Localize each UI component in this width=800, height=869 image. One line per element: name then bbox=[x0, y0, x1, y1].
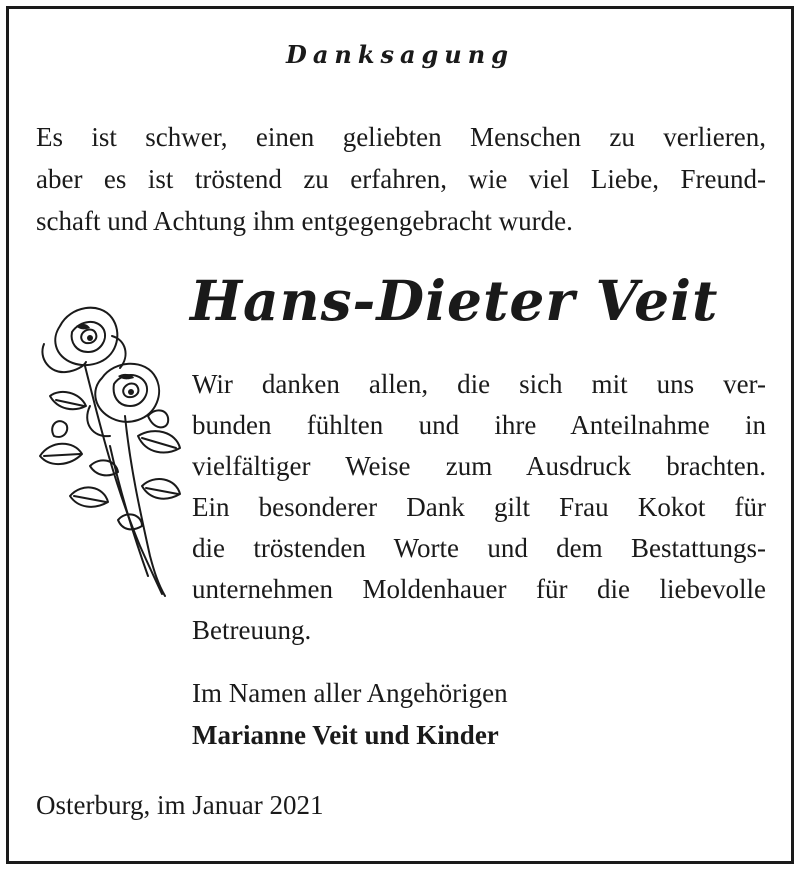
thanks-line: Betreuung. bbox=[192, 615, 312, 645]
on-behalf-text: Im Namen aller Angehörigen bbox=[192, 678, 508, 708]
thanks-line: Ein besonderer Dank gilt Frau Kokot für bbox=[192, 492, 766, 522]
thanks-line: bunden fühlten und ihre Anteilnahme in bbox=[192, 410, 766, 440]
intro-line: Es ist schwer, einen geliebten Menschen zu verlieren, bbox=[36, 122, 766, 152]
thanks-line: die tröstenden Worte und dem Bestattungs- bbox=[192, 533, 766, 563]
family-names: Marianne Veit und Kinder bbox=[192, 720, 499, 750]
place-date: Osterburg, im Januar 2021 bbox=[36, 790, 324, 820]
notice-heading: Danksagung bbox=[286, 40, 514, 69]
intro-line: schaft und Achtung ihm entgegengebracht wurde. bbox=[36, 206, 573, 236]
thanks-line: Wir danken allen, die sich mit uns ver- bbox=[192, 369, 766, 399]
roses-illustration-icon bbox=[30, 296, 190, 601]
thanks-line: unternehmen Moldenhauer für die liebevolle bbox=[192, 574, 766, 604]
signoff-block bbox=[192, 672, 508, 756]
thanks-paragraph bbox=[192, 364, 766, 651]
intro-line: aber es ist tröstend zu erfahren, wie viel Liebe, Freund- bbox=[36, 164, 766, 194]
deceased-name: Hans-Dieter Veit bbox=[190, 268, 719, 333]
thanks-line: vielfältiger Weise zum Ausdruck brachten. bbox=[192, 451, 766, 481]
intro-paragraph bbox=[36, 116, 766, 242]
